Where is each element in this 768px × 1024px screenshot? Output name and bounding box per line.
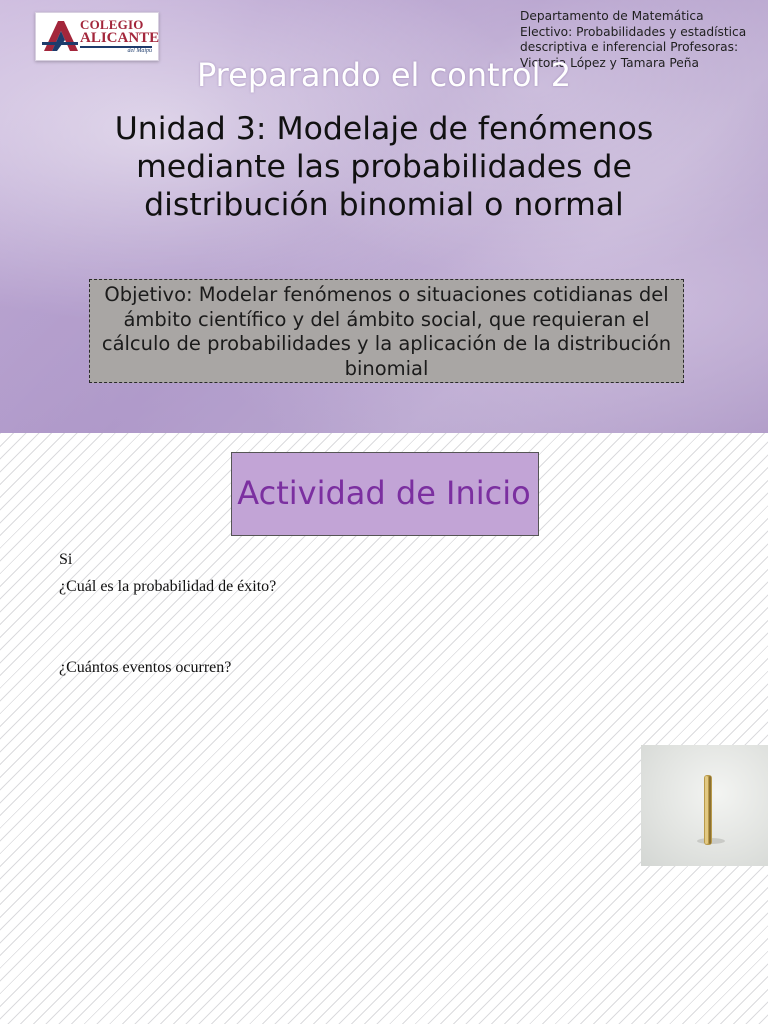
objective-box: Objetivo: Modelar fenómenos o situaciones cotidianas del ámbito científico y del ámbito social, que requieran el cálculo de probabilidades y la aplicación de la distribución binomial: [89, 279, 684, 383]
unit-title: Unidad 3: Modelaje de fenómenos mediante las probabilidades de distribución binomial o normal: [114, 111, 654, 223]
question-success-probability: ¿Cuál es la probabilidad de éxito?: [59, 578, 277, 595]
header-banner: [0, 0, 768, 433]
coin-icon: [641, 745, 768, 866]
question-intro: Si: [59, 551, 73, 568]
control-title: Preparando el control 2: [196, 56, 572, 94]
coin-photo: [641, 745, 768, 866]
department-info: Departamento de Matemática Electivo: Probabilidades y estadística descriptiva e inferencial Profesoras: Victoria López y Tamara Peña: [520, 9, 747, 70]
question-event-count: ¿Cuántos eventos ocurren?: [59, 659, 232, 676]
school-logo: [35, 12, 159, 61]
logo-text-maipu: del Maipú: [127, 48, 152, 54]
logo-text-colegio: COLEGIO: [80, 17, 144, 32]
logo-a-icon: [40, 18, 80, 54]
activity-title: Actividad de Inicio: [237, 474, 531, 512]
logo-text-alicante: ALICANTE: [80, 30, 160, 46]
